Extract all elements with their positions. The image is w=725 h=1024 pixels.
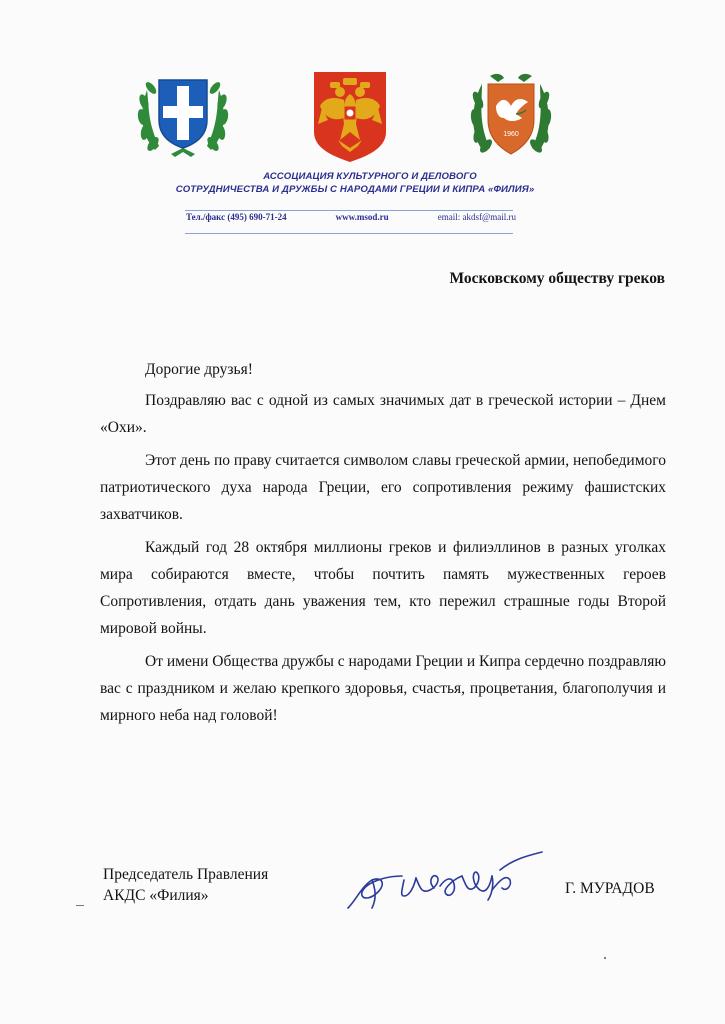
signatory-name: Г. МУРАДОВ xyxy=(565,880,655,897)
russia-coat-of-arms-icon xyxy=(310,68,390,164)
letter-body xyxy=(100,356,666,735)
paragraph-1: Поздравляю вас с одной из самых значимых дат в греческой истории – Днем «Охи». xyxy=(100,392,666,436)
position-line1: Председатель Правления xyxy=(103,866,269,883)
recipient: Московскому обществу греков xyxy=(449,270,665,287)
paragraph-3: Каждый год 28 октября миллионы греков и филиэллинов в разных уголках мира собираются вместе, чтобы почтить память мужественных героев Сопротивления, отдать дань уважения тем, кто пережил страшные годы Второй мировой войны. xyxy=(100,539,666,637)
letterhead-contacts xyxy=(186,212,516,222)
letterhead-rule-top xyxy=(185,210,513,211)
greeting: Дорогие друзья! xyxy=(145,361,253,378)
signatory-position xyxy=(103,864,268,906)
greece-coat-of-arms-icon xyxy=(133,62,233,162)
paragraph-2: Этот день по праву считается символом славы греческой армии, непобедимого патриотического духа народа Греции, его сопротивления режиму фашистских захватчиков. xyxy=(100,452,666,523)
organization-name-line1: АССОЦИАЦИЯ КУЛЬТУРНОГО И ДЕЛОВОГО xyxy=(263,171,477,182)
position-line2: АКДС «Филия» xyxy=(103,887,209,904)
cyprus-coat-of-arms-icon xyxy=(468,66,554,162)
scan-mark xyxy=(76,905,84,906)
phone-fax: Тел./факс (495) 690-71-24 xyxy=(186,212,287,222)
organization-name-line2: СОТРУДНИЧЕСТВА И ДРУЖБЫ С НАРОДАМИ ГРЕЦИИ И КИПРА «ФИЛИЯ» xyxy=(175,184,535,195)
website-link[interactable]: www.msod.ru xyxy=(335,212,389,222)
handwritten-signature xyxy=(342,850,547,912)
email-link[interactable]: email: akdsf@mail.ru xyxy=(437,212,516,222)
letterhead-rule-bottom xyxy=(185,233,513,234)
paragraph-4: От имени Общества дружбы с народами Греции и Кипра сердечно поздравляю вас с праздником и желаю крепкого здоровья, счастья, процветания, благополучия и мирного неба над головой! xyxy=(100,653,667,724)
scan-dot xyxy=(604,957,606,959)
organization-name xyxy=(140,170,570,196)
cyprus-emblem-year: 1960 xyxy=(503,131,519,138)
